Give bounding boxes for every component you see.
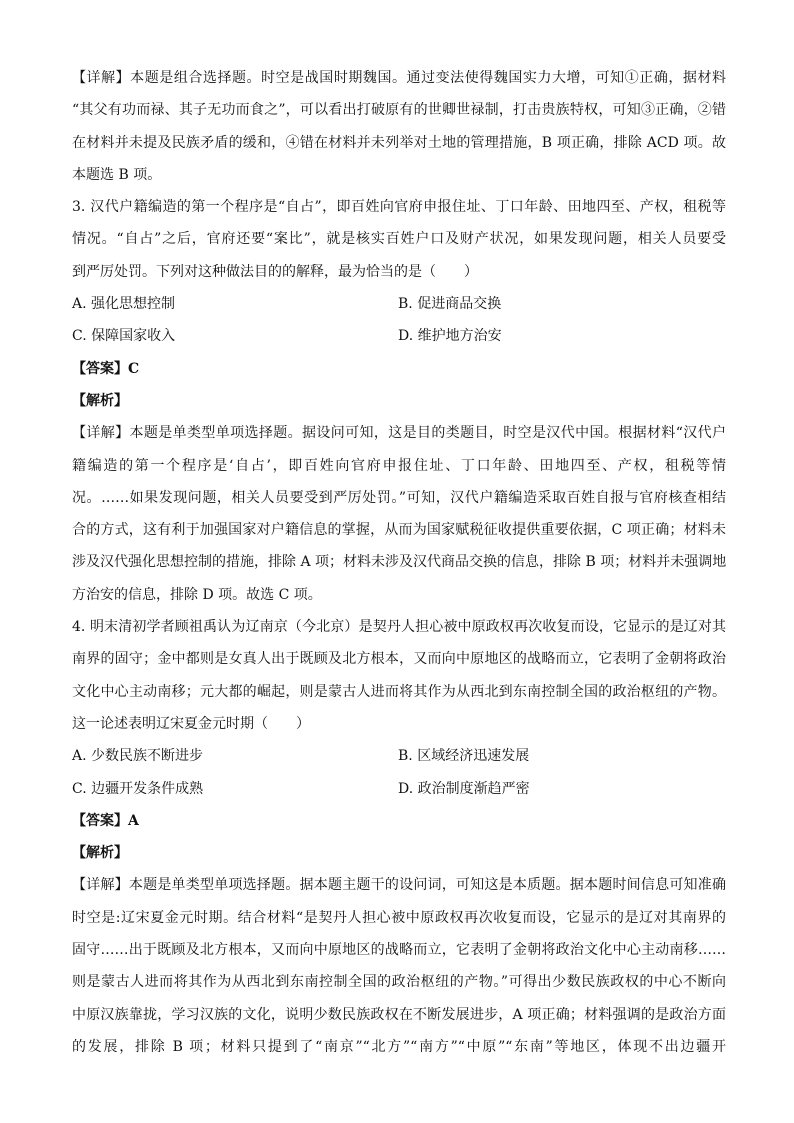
answer-label: 【答案】C [72, 360, 140, 377]
question-stem-line: 4. 明末清初学者顾祖禹认为辽南京（今北京）是契丹人担心被中原政权再次收复而设，它显示的是辽对其 [72, 619, 726, 636]
text-line: 【详解】本题是组合选择题。时空是战国时期魏国。通过变法使得魏国实力大增，可知①正确，据材料 [72, 70, 726, 86]
analysis-label: 【解析】 [72, 845, 128, 862]
detail-line: 的发展，排除 B 项；材料只提到了“南京”“北方”“南方”“中原”“东南”等地区，体现不出边疆开 [72, 1038, 726, 1055]
detail-line: 涉及汉代强化思想控制的措施，排除 A 项；材料未涉及汉代商品交换的信息，排除 B 项；材料并未强调地 [72, 554, 727, 571]
text-line: 在材料并未提及民族矛盾的缓和，④错在材料并未列举对土地的管理措施，B 项正确，排除 ACD 项。故 [72, 134, 726, 151]
text-line: “其父有功而禄、其子无功而食之”，可以看出打破原有的世卿世禄制，打击贵族特权，可知③正确，②错 [72, 102, 726, 119]
detail-line: 时空是:辽宋夏金元时期。结合材料“是契丹人担心被中原政权再次收复而设，它显示的是辽对其南界的 [72, 909, 726, 926]
detail-line: 中原汉族靠拢，学习汉族的文化，说明少数民族政权在不断发展进步，A 项正确；材料强调的是政治方面 [72, 1006, 726, 1023]
option-a: A. 少数民族不断进步 [72, 748, 204, 765]
options-row [72, 288, 726, 320]
question-stem-line: 文化中心主动南移；元大都的崛起，则是蒙古人进而将其作为从西北到东南控制全国的政治枢纽的产物。 [72, 683, 726, 700]
option-c: C. 保障国家收入 [72, 328, 176, 345]
question-stem-line: 情况。“自占”之后，官府还要“案比”，就是核实百姓户口及财产状况，如果发现问题，相关人员要受 [72, 231, 726, 248]
text-line: 本题选 B 项。 [72, 166, 162, 183]
options-row [72, 320, 726, 352]
option-b: B. 促进商品交换 [398, 296, 502, 313]
answer-label: 【答案】A [72, 812, 139, 829]
detail-line: 【详解】本题是单类型单项选择题。据设问可知，这是目的类题目，时空是汉代中国。根据材料“汉代户 [72, 425, 726, 442]
question-stem-line: 到严厉处罚。下列对这种做法目的的解释，最为恰当的是（ ） [72, 263, 478, 280]
options-row [72, 773, 726, 805]
detail-line: 固守……出于既顾及北方根本，又而向中原地区的战略而立，它表明了金朝将政治文化中心主动南移…… [72, 942, 726, 959]
detail-line: 籍编造的第一个程序是‘自占’，即百姓向官府申报住址、丁口年龄、田地四至、产权，租税等情 [72, 457, 726, 474]
question-stem-line: 这一论述表明辽宋夏金元时期（ ） [72, 715, 310, 732]
detail-line: 合的方式，这有利于加强国家对户籍信息的掌握，从而为国家赋税征收提供重要依据，C 项正确；材料未 [72, 522, 726, 539]
option-d: D. 政治制度渐趋严密 [398, 780, 530, 797]
analysis-label: 【解析】 [72, 392, 128, 409]
option-b: B. 区域经济迅速发展 [398, 748, 530, 765]
detail-line: 况。……如果发现问题，相关人员要受到严厉处罚。”可知，汉代户籍编造采取百姓自报与官府核查相结 [72, 489, 726, 506]
question-4 [72, 611, 726, 1063]
option-a: A. 强化思想控制 [72, 296, 176, 313]
detail-line: 方治安的信息，排除 D 项。故选 C 项。 [72, 586, 322, 603]
option-c: C. 边疆开发条件成熟 [72, 780, 204, 797]
question-stem-line: 南界的固守；金中都则是女真人出于既顾及北方根本，又而向中原地区的战略而立，它表明了金朝将政治 [72, 651, 726, 668]
detail-line: 【详解】本题是单类型单项选择题。据本题主题干的设问词，可知这是本质题。据本题时间信息可知准确 [72, 877, 726, 894]
question-3 [72, 191, 726, 611]
detail-line: 则是蒙古人进而将其作为从西北到东南控制全国的政治枢纽的产物。”可得出少数民族政权的中心不断向 [72, 974, 726, 991]
document-page [72, 62, 726, 1063]
option-d: D. 维护地方治安 [398, 328, 502, 345]
options-row [72, 740, 726, 772]
q2-detail [72, 62, 726, 191]
question-stem-line: 3. 汉代户籍编造的第一个程序是“自占”，即百姓向官府申报住址、丁口年龄、田地四至、产权，租税等 [72, 199, 726, 216]
